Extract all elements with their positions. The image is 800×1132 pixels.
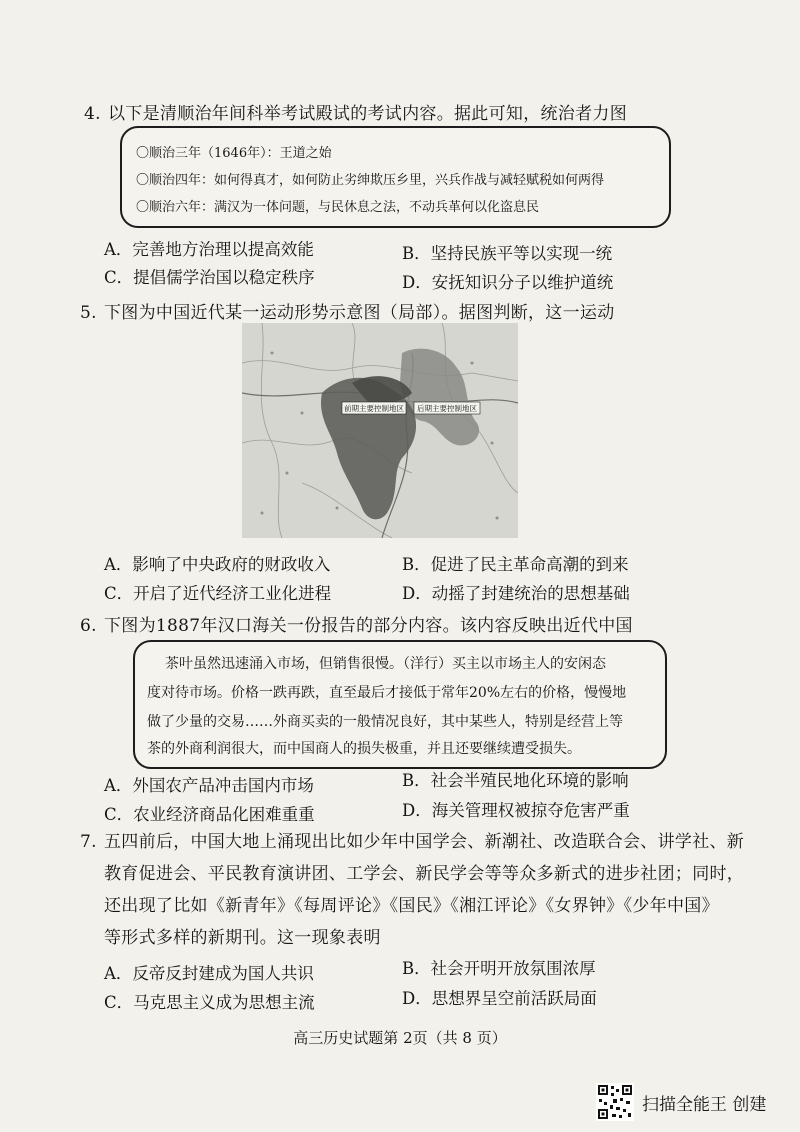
q6-stem-text: 下图为1887年汉口海关一份报告的部分内容。该内容反映出近代中国 bbox=[104, 616, 633, 636]
q5-stem bbox=[80, 298, 615, 323]
q7-stem-line: 还出现了比如《新青年》《每周评论》《国民》《湘江评论》《女界钟》《少年中国》 bbox=[104, 896, 719, 916]
q6-box-line: 茶的外商利润很大，而中国商人的损失极重，并且还要继续遭受损失。 bbox=[147, 741, 581, 757]
q4-stem bbox=[84, 99, 627, 124]
q7-option-c: C．马克思主义成为思想主流 bbox=[104, 993, 315, 1012]
q7-stem-line: 等形式多样的新期刊。这一现象表明 bbox=[104, 928, 381, 948]
q7-stem-line: 教育促进会、平民教育演讲团、工学会、新民学会等等众多新式的进步社团；同时， bbox=[104, 864, 745, 884]
scanner-label: 扫描全能王 创建 bbox=[642, 1095, 767, 1115]
q5-option-b: B．促进了民主革命高潮的到来 bbox=[402, 555, 629, 574]
q7-option-a: A．反帝反封建成为国人共识 bbox=[104, 964, 314, 983]
q6-option-c: C．农业经济商品化困难重重 bbox=[104, 805, 315, 824]
q4-option-d: D．安抚知识分子以维护道统 bbox=[402, 273, 614, 292]
q5-stem-text: 下图为中国近代某一运动形势示意图（局部）。据图判断，这一运动 bbox=[104, 303, 615, 323]
q6-option-a: A．外国农产品冲击国内市场 bbox=[104, 776, 314, 795]
q7-stem bbox=[80, 826, 744, 858]
q6-box-line: 茶叶虽然迅速涌入市场，但销售很慢。（洋行）买主以市场主人的安闲态 bbox=[165, 656, 606, 672]
q4-box-line: 〇顺治四年：如何得真才，如何防止劣绅欺压乡里，兴兵作战与减轻赋税如何两得 bbox=[136, 173, 605, 188]
q4-quote-box bbox=[120, 126, 671, 228]
q7-stem-line: 五四前后，中国大地上涌现出比如少年中国学会、新潮社、改造联合会、讲学社、新 bbox=[104, 832, 745, 852]
q6-quote-box bbox=[133, 640, 667, 769]
q6-option-b: B．社会半殖民地化环境的影响 bbox=[402, 771, 629, 790]
scanner-watermark bbox=[596, 1083, 786, 1123]
q6-stem bbox=[80, 611, 633, 636]
q4-box-line: 〇顺治六年：满汉为一体问题，与民休息之法，不动兵革何以化盗息民 bbox=[136, 200, 540, 215]
q6-number: 6. bbox=[80, 616, 97, 636]
q4-option-c: C．提倡儒学治国以稳定秩序 bbox=[104, 268, 315, 287]
map-label-early: 前期主要控制地区 bbox=[344, 404, 404, 413]
q6-box-line: 做了少量的交易……外商买卖的一般情况良好，其中某些人，特别是经营上等 bbox=[147, 714, 623, 730]
q4-number: 4. bbox=[84, 104, 101, 124]
q6-box-line: 度对待市场。价格一跌再跌，直至最后才接低于常年20%左右的价格，慢慢地 bbox=[147, 685, 627, 701]
q7-option-b: B．社会开明开放氛围浓厚 bbox=[402, 959, 596, 978]
q5-option-d: D．动摇了封建统治的思想基础 bbox=[402, 584, 630, 603]
q6-option-d: D．海关管理权被掠夺危害严重 bbox=[402, 801, 630, 820]
q5-option-a: A．影响了中央政府的财政收入 bbox=[104, 555, 331, 574]
q5-option-c: C．开启了近代经济工业化进程 bbox=[104, 584, 332, 603]
q7-number: 7. bbox=[80, 832, 97, 852]
movement-map bbox=[242, 323, 518, 538]
q4-box-line: 〇顺治三年（1646年）：王道之始 bbox=[136, 146, 332, 161]
map-graphic bbox=[242, 323, 518, 538]
q7-option-d: D．思想界呈空前活跃局面 bbox=[402, 989, 597, 1008]
map-label-late: 后期主要控制地区 bbox=[417, 404, 477, 413]
q4-option-a: A．完善地方治理以提高效能 bbox=[104, 240, 314, 259]
q4-option-b: B．坚持民族平等以实现一统 bbox=[402, 244, 613, 263]
q4-stem-text: 以下是清顺治年间科举考试殿试的考试内容。据此可知，统治者力图 bbox=[108, 104, 627, 124]
page-footer: 高三历史试题第 2页（共 8 页） bbox=[293, 1029, 507, 1047]
q5-number: 5. bbox=[80, 303, 97, 323]
qr-code-icon bbox=[596, 1083, 634, 1121]
